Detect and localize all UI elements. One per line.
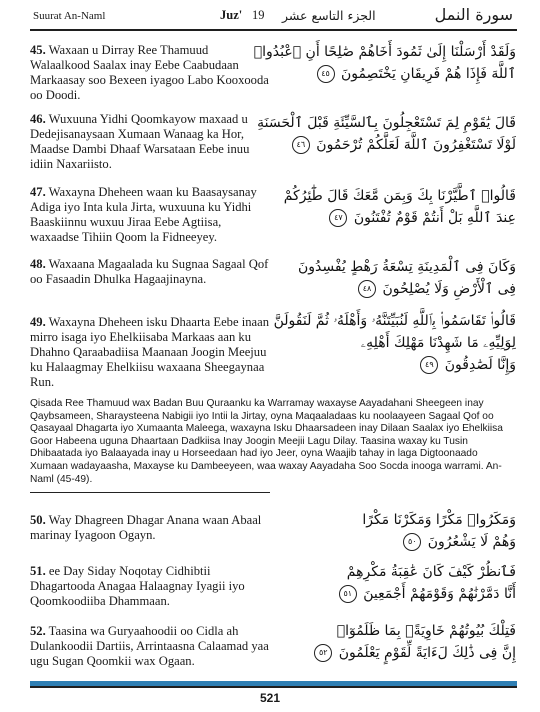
arabic-line: عِندَ ٱللَّهِ بَلْ أَنتُمْ قَوْمٌ تُفْتَنُونَ xyxy=(353,210,516,226)
verse-46-arabic xyxy=(257,112,516,156)
verse-text: Waxayna Dheheen isku Dhaarta Eebe inaan mirro isaga iyo Ehelkiisaba Markaas aan ku Dhahno Qaraabadiisa Maanaan Joogin Meejuu ku Halaagmay Ehelkiisu waxaana Sheegaynaa Run. xyxy=(30,315,269,389)
ayah-number-marker: ٤٨ xyxy=(358,280,376,298)
ayah-number-marker: ٥٢ xyxy=(314,644,332,662)
arabic-line: فَٱنظُرْ كَيْفَ كَانَ عَٰقِبَةُ مَكْرِهِمْ xyxy=(346,564,516,580)
verse-50-arabic xyxy=(290,509,516,553)
verse-47-arabic xyxy=(283,185,516,229)
verse-number: 49. xyxy=(30,315,46,329)
verse-number: 52. xyxy=(30,624,46,638)
verse-text: Taasina wa Guryaahoodii oo Cidla ah Dulankoodii Dartiis, Arrintaasna Calaamad yaa ugu Sugan Qoomkii wax Ogaan. xyxy=(30,624,269,668)
footer-rule xyxy=(30,686,517,688)
verse-text: Waxaan u Dirray Ree Thamuud Walaalkood Saalax inay Eebe Caabudaan Markaasay soo Bexeen iyagoo Labo Kooxooda oo Doodi. xyxy=(30,43,269,102)
verse-number: 48. xyxy=(30,257,46,271)
arabic-line: وَلَقَدْ أَرْسَلْنَا إِلَىٰ ثَمُودَ أَخَاهُمْ صَٰلِحًا أَنِ ٱعْبُدُوا۟ xyxy=(253,44,516,60)
ayah-number-marker: ٤٦ xyxy=(292,136,310,154)
ayah-number-marker: ٤٧ xyxy=(329,209,347,227)
arabic-line: أَنَّا دَمَّرْنَٰهُمْ وَقَوْمَهُمْ أَجْمَعِينَ xyxy=(363,586,516,602)
page-header xyxy=(30,6,517,28)
juz-number: 19 xyxy=(252,8,265,22)
verse-45-arabic xyxy=(253,41,516,85)
verse-text: Wuxuuna Yidhi Qoomkayow maxaad u Dedejisanaysaan Xumaan Wanaag ka Hor, Maadse Dambi Dhaaf Warsataan Eebe inuu idiin Naxariisto. xyxy=(30,112,250,171)
arabic-line: وَإِنَّا لَصَٰدِقُونَ xyxy=(444,357,516,373)
commentary-paragraph: Qisada Ree Thamuud wax Badan Buu Quraanku ka Warramay waxayse Aayadahani Sheegeen inay Qaybsameen, Sharaysteena Nabigii iyo Intii la Jirtay, oyna Maqaaladaas ku noolaayeen Sagaal Qof oo Qasayaal Dhagarta iyo Xumaanta Maleega, waxayna Isku Dhaarsadeen inay Dilaan Saalax iyo Ehelkiisa Goor Habeena uguna Dhaartaan Dadkiisa Inay Joogin Meejii Lagu Dilay. Taasina waxay ku Tusin Dhibaatada iyo Balaayada inay u Horseedaan had iyo Jeer, oyna Waajib tahay in laga Digtoonaado Xumaan wadayaasha, Maxayse ku Dambeeyeen, waa waxay Aayadaha Soo Socda inooga warrami. An-Naml (45-49). xyxy=(30,398,503,485)
ayah-number-marker: ٤٥ xyxy=(317,65,335,83)
ayah-number-marker: ٥١ xyxy=(339,585,357,603)
arabic-surah-name: سورة النمل xyxy=(434,5,513,24)
arabic-line: إِنَّ فِى ذَٰلِكَ لَءَايَةً لِّقَوْمٍ يَعْلَمُونَ xyxy=(338,645,516,661)
page-number: 521 xyxy=(259,691,281,705)
verse-51-arabic xyxy=(290,561,516,605)
verse-49-translation xyxy=(30,315,270,390)
section-divider xyxy=(30,492,270,493)
verse-51-translation xyxy=(30,564,270,609)
verse-number: 51. xyxy=(30,564,46,578)
arabic-juz-label: الجزء التاسع عشر xyxy=(282,8,376,23)
verse-52-arabic xyxy=(290,620,516,664)
arabic-line: وَهُمْ لَا يَشْعُرُونَ xyxy=(427,534,516,550)
verse-46-translation xyxy=(30,112,270,172)
verse-48-arabic xyxy=(290,256,516,300)
verse-text: Waxaana Magaalada ku Sugnaa Sagaal Qof oo Fasaadin Dhulka Hagaajinayna. xyxy=(30,257,269,286)
ayah-number-marker: ٥٠ xyxy=(403,533,421,551)
arabic-line: قَالَ يَٰقَوْمِ لِمَ تَسْتَعْجِلُونَ بِٱلسَّيِّئَةِ قَبْلَ ٱلْحَسَنَةِ xyxy=(257,115,516,131)
arabic-line: ٱللَّهَ فَإِذَا هُمْ فَرِيقَانِ يَخْتَصِمُونَ xyxy=(340,66,516,82)
arabic-line: قَالُوا۟ تَقَاسَمُوا۟ بِٱللَّهِ لَنُبَيِّتَنَّهُۥ وَأَهْلَهُۥ ثُمَّ لَنَقُولَنَّ xyxy=(273,313,516,329)
arabic-line: لَوْلَا تَسْتَغْفِرُونَ ٱللَّهَ لَعَلَّكُمْ تُرْحَمُونَ xyxy=(316,137,516,153)
verse-49-arabic xyxy=(273,310,516,376)
verse-text: Way Dhagreen Dhagar Anana waan Abaal marinay Iyagoon Ogayn. xyxy=(30,513,262,542)
verse-52-translation xyxy=(30,624,270,669)
arabic-line: وَكَانَ فِى ٱلْمَدِينَةِ تِسْعَةُ رَهْطٍ يُفْسِدُونَ xyxy=(297,259,516,275)
verse-text: Waxayna Dheheen waan ku Baasaysanay Adiga iyo Inta kula Jirta, wuxuuna ku Yidhi Baaskiinnu wuxuu Jiraa Eebe Agtiisa, waxaadse Tihiin Qoom la Fidneeyey. xyxy=(30,185,257,244)
arabic-line: فِى ٱلْأَرْضِ وَلَا يُصْلِحُونَ xyxy=(382,281,516,297)
arabic-line: قَالُوا۟ ٱطَّيَّرْنَا بِكَ وَبِمَن مَّعَكَ قَالَ طَٰٓئِرُكُمْ xyxy=(283,188,516,204)
verse-number: 47. xyxy=(30,185,46,199)
verse-47-translation xyxy=(30,185,270,245)
verse-45-translation xyxy=(30,43,270,103)
header-rule xyxy=(30,29,517,31)
verse-48-translation xyxy=(30,257,270,287)
surah-name: Suurat An-Naml xyxy=(33,10,106,22)
arabic-line: وَمَكَرُوا۟ مَكْرًا وَمَكَرْنَا مَكْرًا xyxy=(362,512,516,528)
verse-50-translation xyxy=(30,513,270,543)
verse-number: 46. xyxy=(30,112,46,126)
verse-number: 45. xyxy=(30,43,46,57)
verse-number: 50. xyxy=(30,513,46,527)
arabic-line: لِوَلِيِّهِۦ مَا شَهِدْنَا مَهْلِكَ أَهْلِهِۦ xyxy=(360,335,516,351)
ayah-number-marker: ٤٩ xyxy=(420,356,438,374)
verse-text: ee Day Siday Noqotay Cidhibtii Dhagartooda Anagaa Halaagnay Iyagii iyo Qoomkoodiiba Dhammaan. xyxy=(30,564,245,608)
arabic-line: فَتِلْكَ بُيُوتُهُمْ خَاوِيَةًۢ بِمَا ظَلَمُوٓا۟ xyxy=(336,623,516,639)
juz-label: Juz' xyxy=(220,8,243,22)
